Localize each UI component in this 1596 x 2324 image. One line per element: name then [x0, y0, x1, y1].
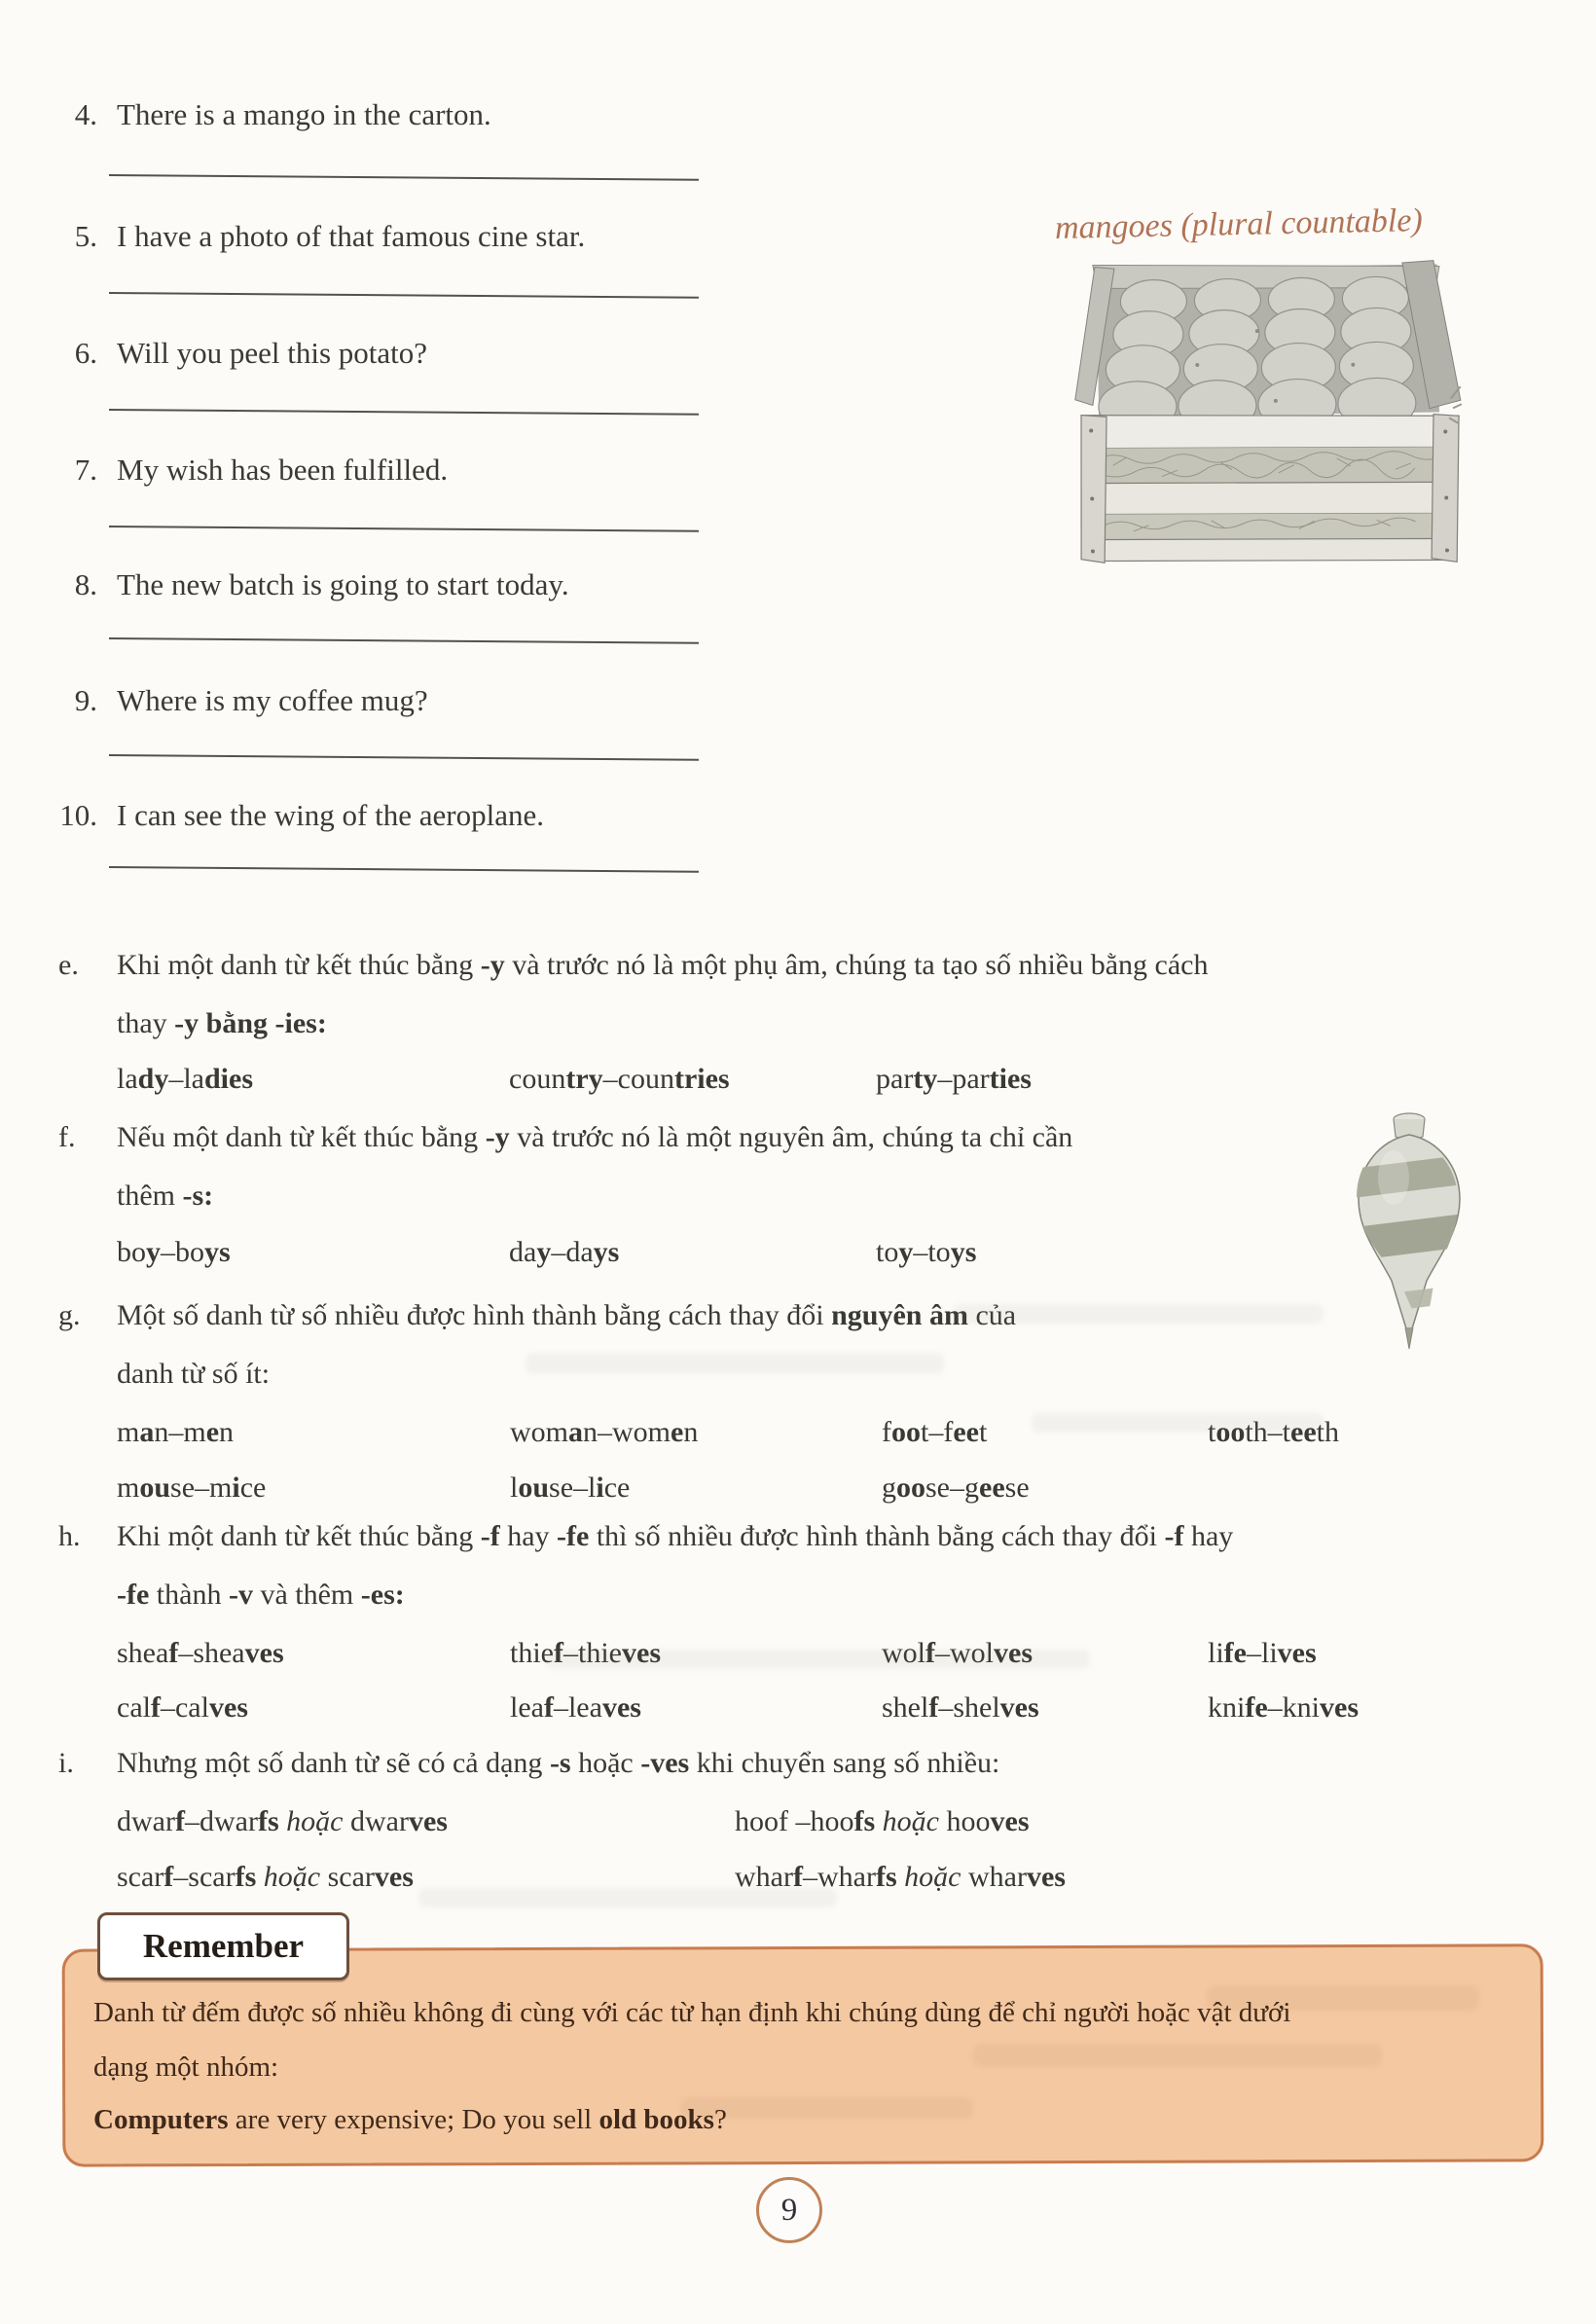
- page-number: 9: [780, 2192, 798, 2228]
- exercise-item-text: I can see the wing of the aeroplane.: [117, 798, 544, 832]
- rule-text-line: Một số danh từ số nhiều được hình thành bằng cách thay đổi nguyên âm của: [117, 1299, 1017, 1331]
- word-pair: dwarf–dwarfs hoặc dwarves: [117, 1805, 448, 1837]
- rule-section-e: [0, 949, 1596, 1114]
- exercise-item: [0, 683, 876, 728]
- rule-text-line: danh từ số ít:: [117, 1358, 271, 1390]
- mango-crate-photo: [1073, 257, 1463, 566]
- exercise-item-text: I have a photo of that famous cine star.: [117, 219, 586, 253]
- word-pair: country–countries: [509, 1063, 730, 1095]
- exercise-item: [0, 219, 876, 264]
- answer-blank-line: [109, 637, 699, 644]
- rule-text-line: Nếu một danh từ kết thúc bằng -y và trước nó là một nguyên âm, chúng ta chỉ cần: [117, 1121, 1073, 1153]
- exercise-item-text: Where is my coffee mug?: [117, 683, 428, 717]
- word-pair: shelf–shelves: [882, 1691, 1039, 1724]
- exercise-item-number: 10.: [59, 798, 97, 832]
- word-pair: life–lives: [1208, 1637, 1317, 1669]
- word-pair: woman–women: [510, 1416, 699, 1448]
- word-pair: thief–thieves: [510, 1637, 661, 1669]
- word-pair: wharf–wharfs hoặc wharves: [735, 1861, 1066, 1893]
- bleed-through-artifact: [418, 1888, 837, 1907]
- word-pair: knife–knives: [1208, 1691, 1359, 1724]
- answer-blank-line: [109, 292, 699, 299]
- exercise-item-text: Will you peel this potato?: [117, 336, 428, 370]
- handwritten-annotation: mangoes (plural countable): [1054, 202, 1424, 246]
- answer-blank-line: [109, 866, 699, 873]
- rule-label: i.: [58, 1747, 74, 1779]
- example-row: [117, 1063, 1032, 1096]
- word-pair: man–men: [117, 1416, 235, 1448]
- exercise-item-number: 9.: [74, 683, 97, 717]
- rule-label: g.: [58, 1299, 81, 1331]
- remember-text-line: Computers are very expensive; Do you sell old books?: [93, 2104, 727, 2135]
- exercise-item: [0, 97, 876, 142]
- bleed-through-artifact: [973, 2044, 1382, 2067]
- bleed-through-artifact: [1032, 1413, 1324, 1433]
- rule-text-line: thay -y bằng -ies:: [117, 1007, 327, 1039]
- example-row: [117, 1236, 976, 1269]
- exercise-item-number: 6.: [74, 336, 97, 370]
- exercise-item-number: 7.: [74, 453, 97, 487]
- remember-text-line: Danh từ đếm được số nhiều không đi cùng với các từ hạn định khi chúng dùng để chỉ người hoặc vật dưới: [93, 1997, 1291, 2028]
- word-pair: tooth–teeth: [1208, 1416, 1339, 1448]
- word-pair: scarf–scarfs hoặc scarves: [117, 1861, 414, 1893]
- word-pair: louse–lice: [510, 1471, 631, 1504]
- answer-blank-line: [109, 409, 699, 416]
- word-pair: leaf–leaves: [510, 1691, 641, 1724]
- bleed-through-artifact: [954, 1304, 1324, 1324]
- exercise-item-number: 5.: [74, 219, 97, 253]
- rule-text-line: -fe thành -v và thêm -es:: [117, 1579, 405, 1611]
- rule-text-line: Nhưng một số danh từ sẽ có cả dạng -s hoặc -ves khi chuyển sang số nhiều:: [117, 1747, 1000, 1779]
- answer-blank-line: [109, 754, 699, 761]
- rule-text-line: Khi một danh từ kết thúc bằng -y và trước nó là một phụ âm, chúng ta tạo số nhiều bằng cách: [117, 949, 1209, 981]
- exercise-item-number: 8.: [74, 567, 97, 601]
- rule-text-line: Khi một danh từ kết thúc bằng -f hay -fe thì số nhiều được hình thành bằng cách thay đổi -f hay: [117, 1520, 1234, 1552]
- example-row: [117, 1691, 1359, 1725]
- exercise-item: [0, 798, 876, 843]
- exercise-item-text: There is a mango in the carton.: [117, 97, 491, 131]
- rule-label: h.: [58, 1520, 81, 1552]
- word-pair: goose–geese: [882, 1471, 1030, 1504]
- exercise-item-text: My wish has been fulfilled.: [117, 453, 449, 487]
- word-pair: party–parties: [876, 1063, 1032, 1095]
- rule-section-g: [0, 1299, 1596, 1518]
- word-pair: foot–feet: [882, 1416, 988, 1448]
- rule-label: f.: [58, 1121, 76, 1153]
- exercise-item-text: The new batch is going to start today.: [117, 567, 569, 601]
- rule-section-h: [0, 1520, 1596, 1739]
- word-pair: calf–calves: [117, 1691, 248, 1724]
- page-number-badge: [756, 2177, 822, 2243]
- bleed-through-artifact: [545, 1650, 1090, 1669]
- answer-blank-line: [109, 526, 699, 532]
- word-pair: sheaf–sheaves: [117, 1637, 284, 1669]
- word-pair: hoof –hoofs hoặc hooves: [735, 1805, 1030, 1837]
- bleed-through-artifact: [526, 1353, 944, 1374]
- answer-blank-line: [109, 174, 699, 181]
- rule-label: e.: [58, 949, 79, 981]
- remember-text-line: dạng một nhóm:: [93, 2052, 279, 2083]
- rule-text-line: thêm -s:: [117, 1180, 214, 1212]
- example-row: [117, 1471, 1208, 1505]
- exercise-item: [0, 567, 876, 612]
- word-pair: boy–boys: [117, 1236, 231, 1268]
- word-pair: day–days: [509, 1236, 620, 1268]
- exercise-item: [0, 453, 876, 497]
- example-row: [117, 1805, 1030, 1838]
- remember-title: Remember: [97, 1912, 349, 1980]
- word-pair: wolf–wolves: [882, 1637, 1033, 1669]
- word-pair: lady–ladies: [117, 1063, 254, 1095]
- exercise-item: [0, 336, 876, 381]
- exercise-item-number: 4.: [74, 97, 97, 131]
- word-pair: toy–toys: [876, 1236, 977, 1268]
- word-pair: mouse–mice: [117, 1471, 267, 1504]
